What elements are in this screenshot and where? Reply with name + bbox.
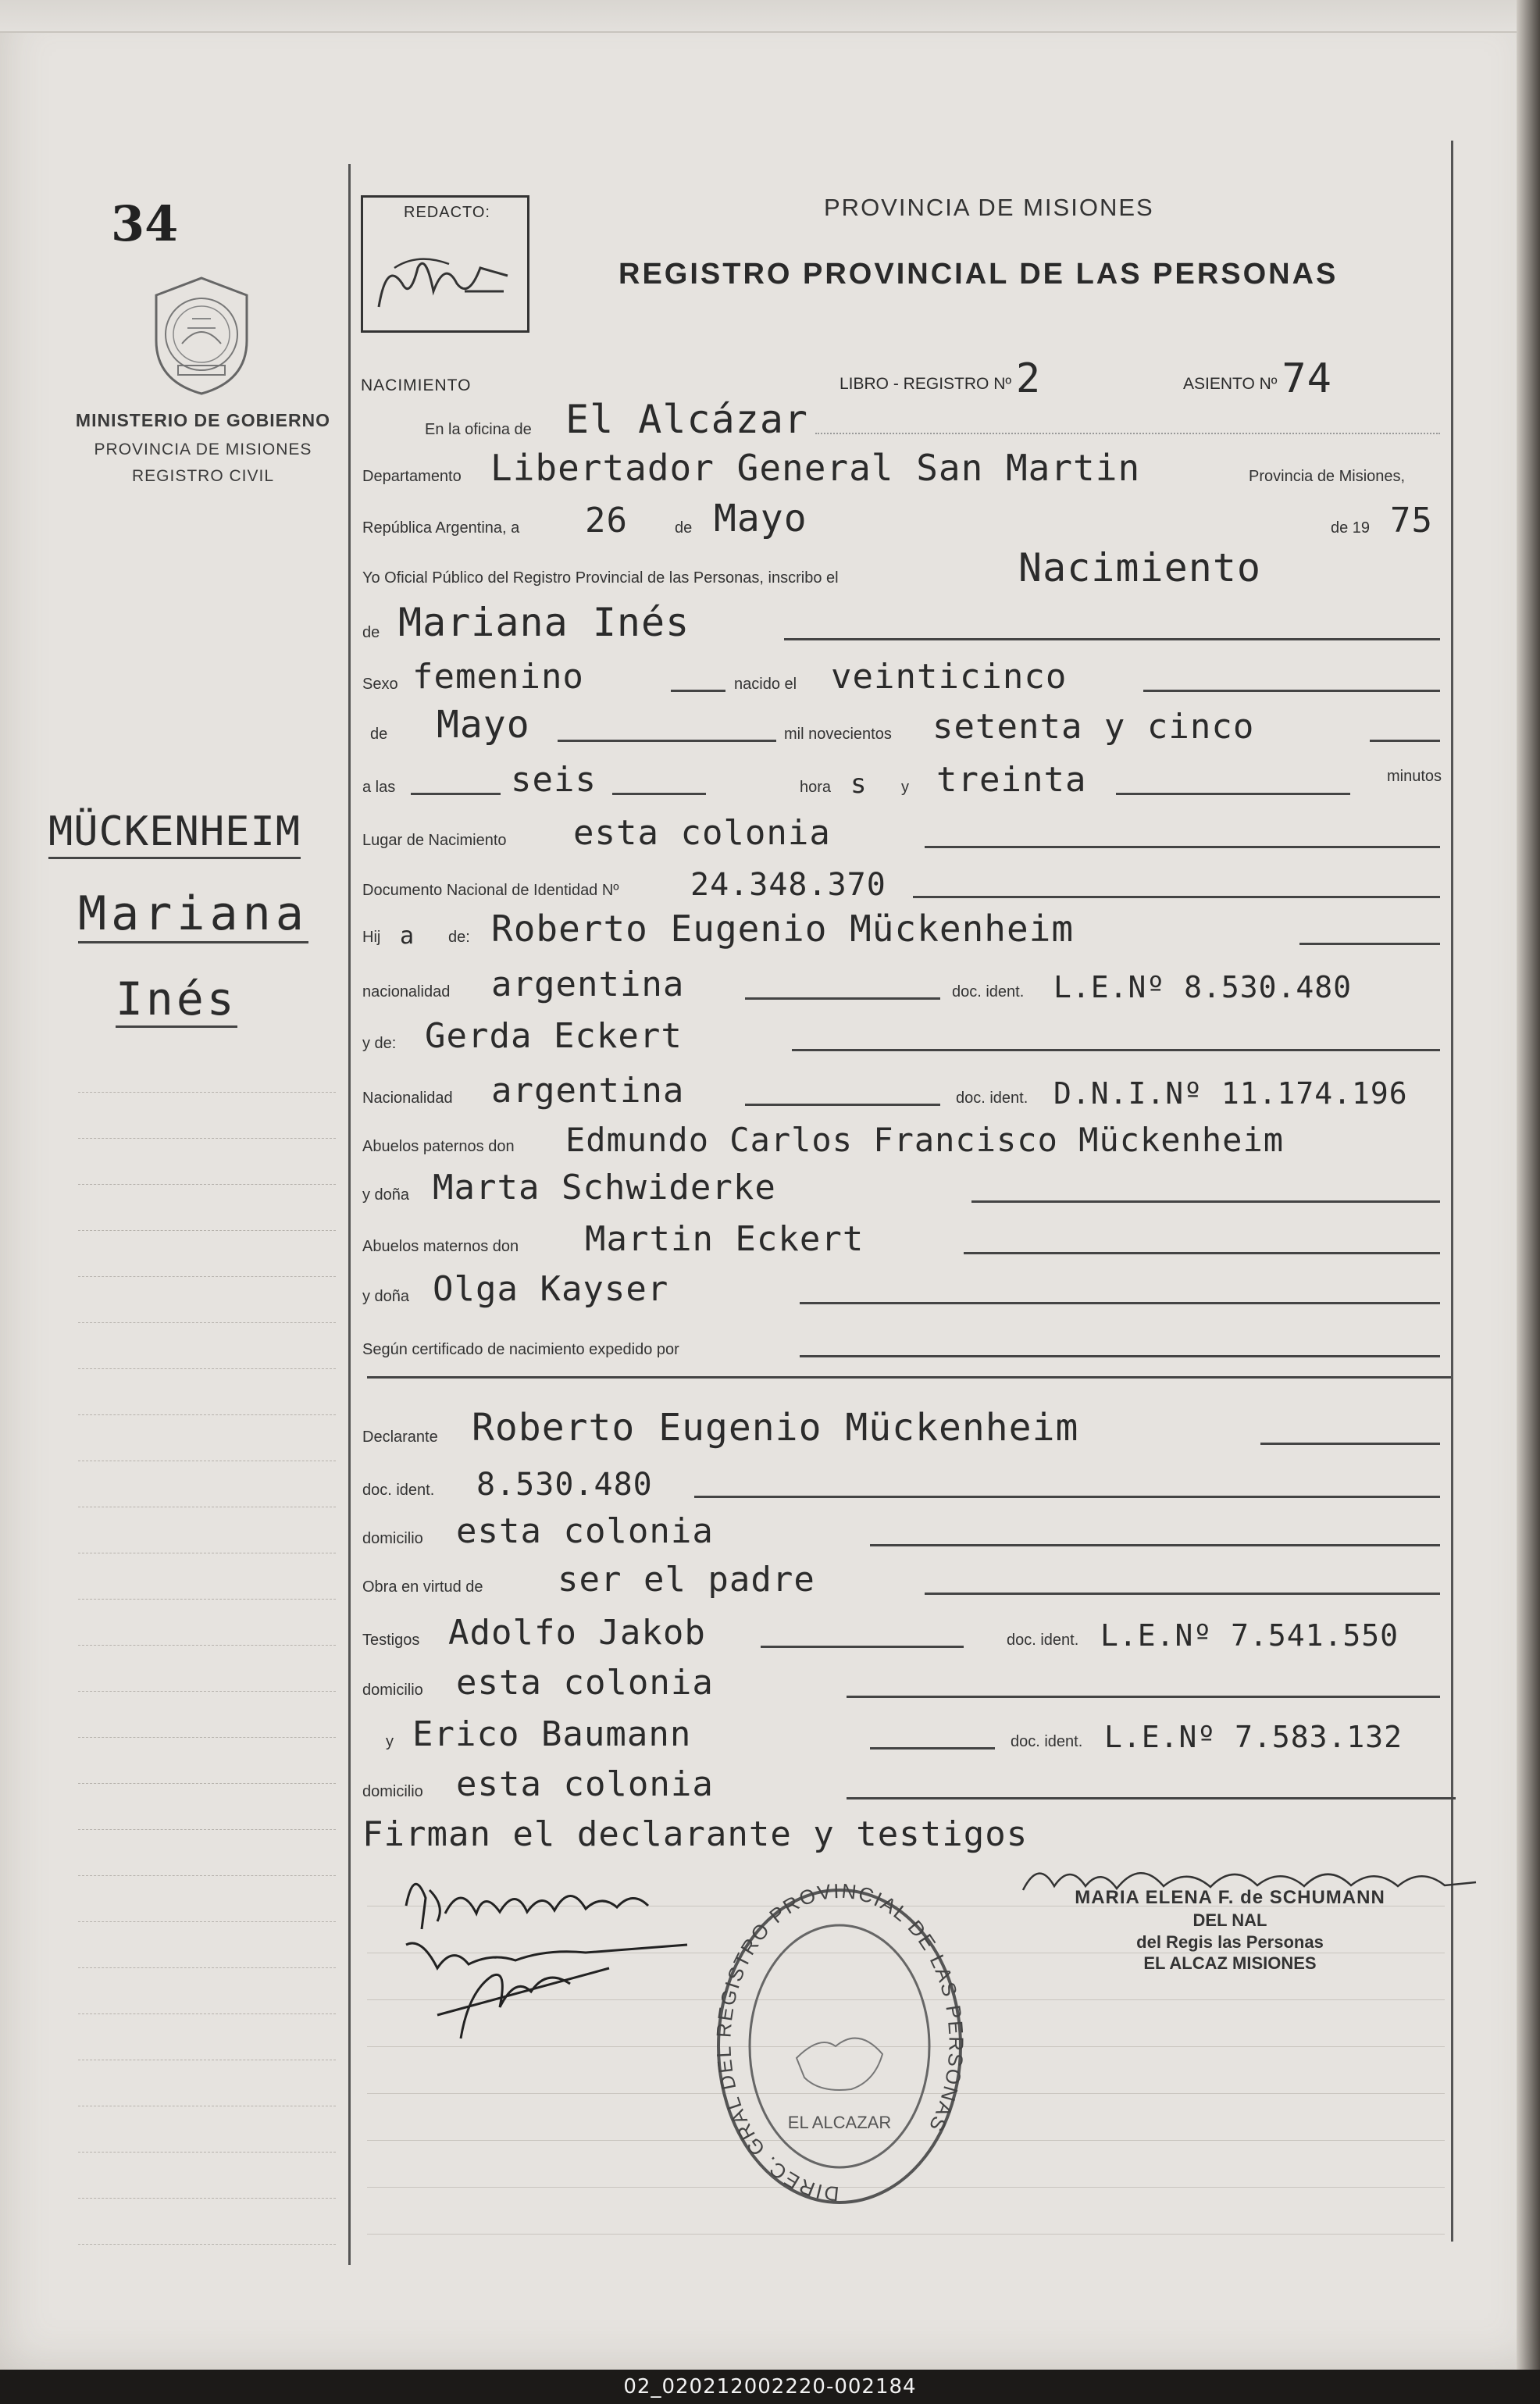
- row-abuela-pat: [362, 1164, 1451, 1211]
- row-nac-padre: [362, 961, 1451, 1008]
- row-inscribo: [362, 547, 1451, 594]
- libro-value: 2: [1015, 355, 1042, 402]
- abuela-pat-value: Marta Schwiderke: [433, 1168, 776, 1207]
- nombre-value: Mariana Inés: [398, 600, 690, 645]
- ministry-block: [55, 410, 351, 494]
- doc-t1-label: doc. ident.: [1007, 1632, 1079, 1649]
- redacto-label: REDACTO:: [404, 204, 490, 221]
- row-nombre: [362, 601, 1451, 648]
- margin-first-name: Mariana: [78, 886, 308, 943]
- de-nombre-label: de: [362, 624, 380, 641]
- y-t2-label: y: [386, 1733, 394, 1750]
- lugar-value: esta colonia: [573, 813, 831, 853]
- minutos-value: treinta: [936, 760, 1087, 800]
- margin-second-name: Inés: [116, 972, 237, 1028]
- departamento-label: Departamento: [362, 468, 462, 485]
- redacto-box: [361, 195, 529, 333]
- minutos-label: minutos: [1387, 768, 1442, 785]
- abuelos-pat-label: Abuelos paternos don: [362, 1138, 515, 1155]
- testigo1-value: Adolfo Jakob: [448, 1613, 706, 1653]
- doc-t2-value: L.E.Nº 7.583.132: [1104, 1720, 1403, 1754]
- nac-madre-value: argentina: [491, 1071, 685, 1111]
- de19-label: de 19: [1331, 519, 1371, 537]
- declarante-value: Roberto Eugenio Mückenheim: [472, 1406, 1079, 1450]
- madre-value: Gerda Eckert: [425, 1016, 683, 1056]
- row-testigo2: [362, 1710, 1451, 1757]
- doc-madre-label: doc. ident.: [956, 1090, 1028, 1107]
- stamp-line3: del Regis las Personas: [1136, 1931, 1324, 1952]
- asiento-value: 74: [1282, 355, 1332, 402]
- nac-padre-value: argentina: [491, 965, 685, 1004]
- abuelo-pat-value: Edmundo Carlos Francisco Mückenheim: [565, 1121, 1285, 1159]
- domicilio-label: domicilio: [362, 1530, 423, 1547]
- sexo-value: femenino: [412, 657, 584, 697]
- row-abuelo-pat: [362, 1115, 1451, 1162]
- abuela-mat-value: Olga Kayser: [433, 1269, 669, 1309]
- hora-label: hora: [800, 779, 832, 796]
- republica-label: República Argentina, a: [362, 519, 520, 537]
- dni-label: Documento Nacional de Identidad Nº: [362, 882, 619, 899]
- madre-label: y de:: [362, 1035, 397, 1052]
- ministry-name: MINISTERIO DE GOBIERNO: [75, 410, 331, 430]
- ministry-registry: REGISTRO CIVIL: [131, 467, 275, 485]
- nac-padre-label: nacionalidad: [362, 983, 451, 1000]
- hij-label: Hij: [362, 929, 381, 946]
- margin-surname: MÜCKENHEIM: [48, 808, 301, 859]
- firman-value: Firman el declarante y testigos: [362, 1814, 1028, 1854]
- row-abuela-mat: [362, 1265, 1451, 1312]
- dni-value: 24.348.370: [690, 867, 886, 903]
- stamp-line2: DEL NAL: [1192, 1910, 1267, 1930]
- redacto-initials: [371, 237, 519, 323]
- row-fecha: [362, 497, 1451, 544]
- declarante-label: Declarante: [362, 1428, 438, 1446]
- hora-value: seis: [511, 760, 597, 800]
- row-madre: [362, 1012, 1451, 1059]
- mes-nac-label: de: [370, 726, 388, 743]
- nacido-label: nacido el: [734, 676, 797, 693]
- abuelos-mat-label: Abuelos maternos don: [362, 1238, 519, 1255]
- mil-label: mil novecientos: [784, 726, 892, 743]
- abuelo-mat-value: Martin Eckert: [585, 1219, 864, 1259]
- doc-decl-value: 8.530.480: [476, 1467, 653, 1503]
- row-padre: [362, 906, 1451, 953]
- dom-t1-label: domicilio: [362, 1682, 423, 1699]
- dom-t1-value: esta colonia: [456, 1663, 714, 1703]
- margin-dashed-lines: [78, 1047, 336, 2245]
- declarante-signature: [390, 1859, 703, 2062]
- page-number: 34: [111, 195, 179, 252]
- testigo2-value: Erico Baumann: [412, 1714, 692, 1754]
- stamp-line1: MARIA ELENA F. de SCHUMANN: [1075, 1887, 1385, 1908]
- asiento-label: ASIENTO Nº: [1183, 375, 1278, 393]
- official-stamp: [1011, 1886, 1449, 1974]
- a-las-label: a las: [362, 779, 396, 796]
- oficial-label: Yo Oficial Público del Registro Provincial de las Personas, inscribo el: [362, 569, 839, 587]
- row-departamento: [362, 445, 1451, 492]
- svg-text:EL ALCAZAR: EL ALCAZAR: [787, 2113, 892, 2132]
- inscribo-value: Nacimiento: [1018, 545, 1262, 590]
- libro-label: LIBRO - REGISTRO Nº: [840, 375, 1012, 393]
- oficina-label: En la oficina de: [425, 421, 532, 438]
- padre-label: de:: [448, 929, 470, 946]
- de-label: de: [675, 519, 693, 537]
- nacido-value: veinticinco: [831, 657, 1068, 697]
- libro-registro: [840, 355, 1041, 402]
- stamp-line4: EL ALCAZ MISIONES: [1143, 1953, 1317, 1973]
- dia-value: 26: [585, 501, 628, 540]
- row-sexo: [362, 653, 1451, 700]
- doc-t2-label: doc. ident.: [1011, 1733, 1083, 1750]
- y-label: y: [901, 779, 909, 796]
- domicilio-value: esta colonia: [456, 1511, 714, 1551]
- padre-value: Roberto Eugenio Mückenheim: [491, 908, 1075, 950]
- page-top-edge: [0, 0, 1540, 33]
- abuela-pat-label: y doña: [362, 1186, 410, 1204]
- departamento-value: Libertador General San Martin: [490, 447, 1141, 489]
- doc-padre-value: L.E.Nº 8.530.480: [1053, 970, 1353, 1004]
- row-domicilio: [362, 1507, 1451, 1554]
- abuela-mat-label: y doña: [362, 1288, 410, 1305]
- obra-label: Obra en virtud de: [362, 1578, 483, 1596]
- row-firman: [362, 1810, 1451, 1857]
- doc-decl-label: doc. ident.: [362, 1482, 435, 1499]
- nac-madre-label: Nacionalidad: [362, 1090, 453, 1107]
- anio-value: 75: [1390, 501, 1433, 540]
- anio-nac-value: setenta y cinco: [932, 707, 1255, 747]
- oficina-value: El Alcázar: [565, 397, 809, 442]
- document-type-label: NACIMIENTO: [361, 376, 472, 394]
- hij-suffix: a: [400, 922, 415, 950]
- row-hora: [362, 756, 1451, 803]
- dom-t2-label: domicilio: [362, 1783, 423, 1800]
- doc-t1-value: L.E.Nº 7.541.550: [1100, 1618, 1399, 1653]
- row-dom-t1: [362, 1659, 1451, 1706]
- row-certificado: [362, 1318, 1451, 1365]
- certificado-label: Según certificado de nacimiento expedido por: [362, 1341, 679, 1358]
- row-obra: [362, 1556, 1451, 1603]
- scan-id-bar: 02_020212002220-002184: [0, 2370, 1540, 2404]
- row-nac-madre: [362, 1067, 1451, 1114]
- row-doc-declarante: [362, 1459, 1451, 1506]
- registry-title: REGISTRO PROVINCIAL DE LAS PERSONAS: [618, 258, 1339, 291]
- hora-s: s: [850, 769, 868, 800]
- doc-padre-label: doc. ident.: [952, 983, 1025, 1000]
- province-title: PROVINCIA DE MISIONES: [824, 194, 1154, 221]
- svg-text:DIREC. GRAL DEL REGISTRO PROVI: DIREC. GRAL DEL REGISTRO PROVINCIAL DE LAS PERSONAS: [711, 1878, 968, 2206]
- right-rule: [1451, 141, 1453, 2242]
- row-dom-t2: [362, 1760, 1451, 1807]
- row-dni: [362, 859, 1451, 906]
- sexo-label: Sexo: [362, 676, 398, 693]
- obra-value: ser el padre: [558, 1560, 815, 1600]
- row-mes-anio: [362, 703, 1451, 750]
- row-declarante: [362, 1406, 1451, 1453]
- binding-edge: [1517, 0, 1540, 2370]
- row-lugar: [362, 809, 1451, 856]
- row-abuelo-mat: [362, 1215, 1451, 1262]
- doc-madre-value: D.N.I.Nº 11.174.196: [1053, 1076, 1408, 1111]
- ministry-seal-icon: [147, 273, 256, 398]
- row-oficina: [362, 398, 1451, 445]
- testigos-label: Testigos: [362, 1632, 420, 1649]
- provincia-label: Provincia de Misiones,: [1249, 468, 1406, 485]
- registry-seal: [711, 1878, 968, 2214]
- mes-value: Mayo: [714, 497, 807, 540]
- ministry-province: PROVINCIA DE MISIONES: [94, 440, 312, 458]
- dom-t2-value: esta colonia: [456, 1764, 714, 1804]
- certificado-line-2: [367, 1376, 1451, 1379]
- lugar-label: Lugar de Nacimiento: [362, 832, 507, 849]
- mes-nac-value: Mayo: [437, 703, 530, 747]
- asiento: [1183, 355, 1332, 402]
- row-testigo1: [362, 1609, 1451, 1656]
